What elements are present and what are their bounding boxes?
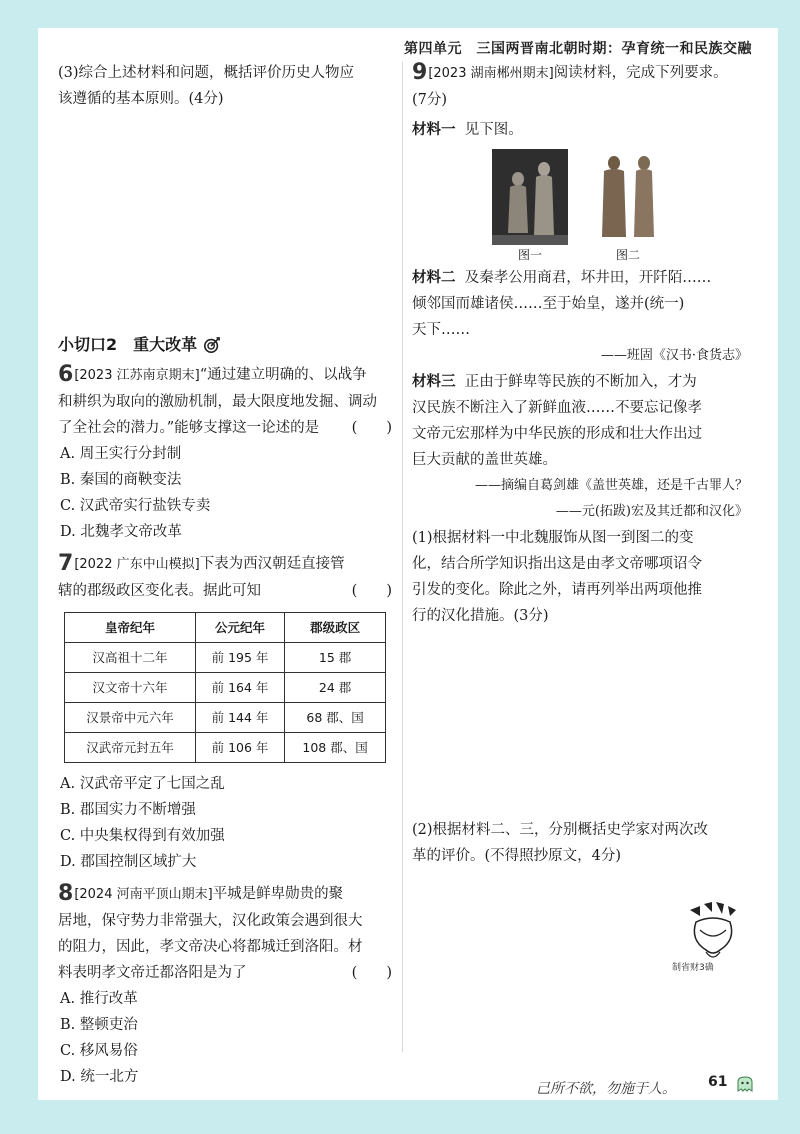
q9-stem1: 阅读材料，完成下列要求。 xyxy=(553,65,728,81)
q7-option-d[interactable]: D. 郡国控制区域扩大 xyxy=(60,854,197,870)
column-divider xyxy=(402,62,403,1052)
table-header: 公元纪年 xyxy=(195,613,284,643)
table-cell: 15 郡 xyxy=(285,643,386,673)
q7-stem1: 下表为西汉朝廷直接管 xyxy=(199,556,345,572)
table-cell: 68 郡、国 xyxy=(285,703,386,733)
q7-answer-paren[interactable]: ( ) xyxy=(351,583,392,599)
q8-stem3: 的阻力，因此，孝文帝决心将都城迁到洛阳。材 xyxy=(58,939,363,955)
q6-option-a[interactable]: A. 周王实行分封制 xyxy=(60,446,182,462)
q7-option-b[interactable]: B. 郡国实力不断增强 xyxy=(60,802,196,818)
q8-option-c[interactable]: C. 移风易俗 xyxy=(60,1043,138,1059)
table-row xyxy=(65,643,386,673)
sub-question-2-line2: 革的评价。(不得照抄原文，4分) xyxy=(412,848,622,864)
q6-answer-paren[interactable]: ( ) xyxy=(351,420,392,436)
material-3-line4: 巨大贡献的盖世英雄。 xyxy=(412,452,557,468)
q3-line2: 该遵循的基本原则。(4分) xyxy=(58,91,224,107)
answer-space-sub1 xyxy=(412,629,748,817)
sub-question-1-line2: 化，结合所学知识指出这是由孝文帝哪项诏令 xyxy=(412,556,702,572)
page-number: 61 xyxy=(708,1074,728,1090)
sub-question-2-line1: (2)根据材料二、三，分别概括史学家对两次改 xyxy=(412,822,709,838)
sub-question-1-line1: (1)根据材料一中北魏服饰从图一到图二的变 xyxy=(412,530,694,546)
section-title-text: 小切口2 重大改革 xyxy=(58,335,198,354)
q7-option-a[interactable]: A. 汉武帝平定了七国之乱 xyxy=(60,776,225,792)
q8-option-d[interactable]: D. 统一北方 xyxy=(60,1069,139,1085)
question-6 xyxy=(58,362,392,545)
q9-score: (7分) xyxy=(412,92,448,108)
q6-option-d[interactable]: D. 北魏孝文帝改革 xyxy=(60,524,182,540)
section-title xyxy=(58,332,392,358)
table-header: 郡级政区 xyxy=(285,613,386,643)
material-3-citation-1: ——摘编自葛剑雄《盖世英雄，还是千古罪人？ xyxy=(474,478,748,493)
material-2-line2: 倾邻国而雄诸侯……至于始皇，遂并(统一) xyxy=(412,296,685,312)
table-cell: 前 164 年 xyxy=(195,673,284,703)
material-3-line3: 文帝元宏那样为中华民族的形成和壮大作出过 xyxy=(412,426,702,442)
q7-stem2: 辖的郡级政区变化表。据此可知 xyxy=(58,583,261,599)
table-header-row xyxy=(65,613,386,643)
q6-stem1: “通过建立明确的、以战争 xyxy=(199,367,367,383)
figure-2-caption: 图二 xyxy=(615,248,640,262)
q8-stem1: 平城是鲜卑勋贵的聚 xyxy=(212,886,344,902)
q6-option-c[interactable]: C. 汉武帝实行盐铁专卖 xyxy=(60,498,211,514)
material-2-line3: 天下…… xyxy=(412,322,470,338)
right-column xyxy=(412,60,748,869)
question-3-sub xyxy=(58,60,392,112)
q6-source: [2023 江苏南京期末] xyxy=(74,368,200,383)
figure-row xyxy=(492,149,748,265)
q9-source: [2023 湖南郴州期末] xyxy=(428,66,554,81)
q8-option-b[interactable]: B. 整顿吏治 xyxy=(60,1017,138,1033)
material-2-line1: 及秦孝公用商君，坏井田，开阡陌…… xyxy=(464,270,712,286)
material-3-label: 材料三 xyxy=(412,374,456,390)
figure-1-caption: 图一 xyxy=(517,248,542,262)
material-3-citation-2: ——元(拓跋)宏及其迁都和汉化》 xyxy=(555,504,748,519)
question-7 xyxy=(58,551,392,875)
material-3-line1: 正由于鲜卑等民族的不断加入，才为 xyxy=(464,374,697,390)
q6-stem2: 和耕织为取向的激励机制，最大限度地发掘、调动 xyxy=(58,394,377,410)
prefecture-table xyxy=(64,612,386,763)
question-9 xyxy=(412,60,748,869)
table-cell: 24 郡 xyxy=(285,673,386,703)
table-cell: 汉武帝元封五年 xyxy=(65,733,196,763)
q6-number: 6 xyxy=(58,362,74,387)
sub-question-1-line4: 行的汉化措施。(3分) xyxy=(412,608,549,624)
material-1-text: 见下图。 xyxy=(464,122,523,138)
figure-1 xyxy=(492,149,568,265)
table-row xyxy=(65,703,386,733)
q8-option-a[interactable]: A. 推行改革 xyxy=(60,991,138,1007)
table-row xyxy=(65,673,386,703)
q8-number: 8 xyxy=(58,881,74,906)
figure-2 xyxy=(590,149,666,265)
material-2-label: 材料二 xyxy=(412,270,456,286)
q8-stem4: 料表明孝文帝迁都洛阳是为了 xyxy=(58,965,247,981)
figure-1-image xyxy=(492,149,568,245)
q8-stem2: 居地，保守势力非常强大，汉化政策会遇到很大 xyxy=(58,913,363,929)
stamp-caption: 制省财3确 xyxy=(672,963,714,973)
q8-answer-paren[interactable]: ( ) xyxy=(351,965,392,981)
q7-option-c[interactable]: C. 中央集权得到有效加强 xyxy=(60,828,225,844)
q9-number: 9 xyxy=(412,60,428,85)
table-cell: 汉文帝十六年 xyxy=(65,673,196,703)
material-2-citation: ——班固《汉书·食货志》 xyxy=(600,348,748,363)
table-row xyxy=(65,733,386,763)
left-column xyxy=(58,60,392,1090)
material-1-label: 材料一 xyxy=(412,122,456,138)
table-cell: 前 106 年 xyxy=(195,733,284,763)
q6-option-b[interactable]: B. 秦国的商鞅变法 xyxy=(60,472,182,488)
q6-stem3: 了全社会的潜力。”能够支撑这一论述的是 xyxy=(58,420,320,436)
material-3-line2: 汉民族不断注入了新鲜血液……不要忘记像孝 xyxy=(412,400,702,416)
q3-line1: (3)综合上述材料和问题，概括评价历史人物应 xyxy=(58,65,355,81)
table-cell: 汉景帝中元六年 xyxy=(65,703,196,733)
target-icon xyxy=(203,336,221,354)
table-cell: 前 195 年 xyxy=(195,643,284,673)
unit-header: 第四单元 三国两晋南北朝时期：孕育统一和民族交融 xyxy=(404,41,752,57)
question-8 xyxy=(58,881,392,1090)
table-cell: 汉高祖十二年 xyxy=(65,643,196,673)
footer-motto: 己所不欲，勿施于人。 xyxy=(536,1081,676,1097)
table-header: 皇帝纪年 xyxy=(65,613,196,643)
mascot-stamp-icon xyxy=(676,896,750,966)
table-cell: 108 郡、国 xyxy=(285,733,386,763)
figure-2-image xyxy=(590,149,666,245)
answer-space-q3 xyxy=(58,112,392,332)
table-cell: 前 144 年 xyxy=(195,703,284,733)
q7-number: 7 xyxy=(58,551,74,576)
q7-source: [2022 广东中山模拟] xyxy=(74,557,200,572)
q8-source: [2024 河南平顶山期末] xyxy=(74,887,213,902)
sub-question-1-line3: 引发的变化。除此之外，请再列举出两项他推 xyxy=(412,582,702,598)
ghost-icon xyxy=(736,1076,754,1092)
